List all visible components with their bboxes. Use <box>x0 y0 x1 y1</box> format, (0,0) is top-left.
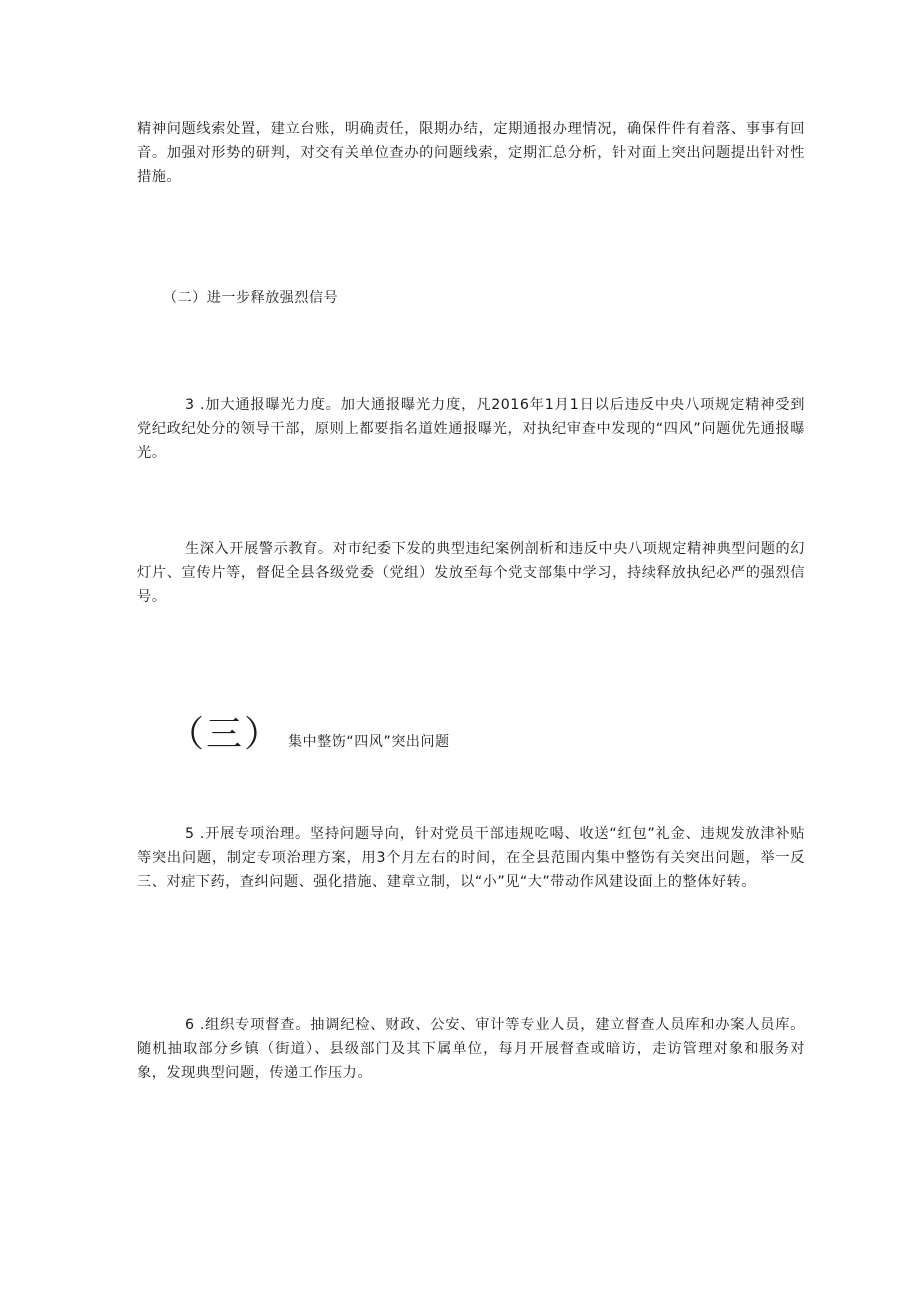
paragraph-item-4: 生深入开展警示教育。对市纪委下发的典型违纪案例剖析和违反中央八项规定精神典型问题的幻灯片、宣传片等，督促全县各级党委（党组）发放至每个党支部集中学习，持续释放执纪必严的强烈信号。 <box>137 541 805 605</box>
paragraph-item-6: 6 .组织专项督查。抽调纪检、财政、公安、审计等专业人员，建立督查人员库和办案人员库。随机抽取部分乡镇（街道）、县级部门及其下属单位，每月开展督查或暗访，走访管理对象和服务对象，发现典型问题，传递工作压力。 <box>137 1017 805 1081</box>
section-heading-2: （二）进一步释放强烈信号 <box>163 290 339 306</box>
paragraph-item-5: 5 .开展专项治理。坚持问题导向，针对党员干部违规吃喝、收送“红包”礼金、违规发放津补贴等突出问题，制定专项治理方案，用3个月左右的时间，在全县范围内集中整饬有关突出问题，举一反三、对症下药，查纠问题、强化措施、建章立制，以“小”见“大”带动作风建设面上的整体好转。 <box>137 826 805 890</box>
paragraph-item-3: 3 .加大通报曝光力度。加大通报曝光力度，凡2016年1月1日以后违反中央八项规定精神受到党纪政纪处分的领导干部，原则上都要指名道姓通报曝光，对执纪审查中发现的“四风”问题优先通报曝光。 <box>137 397 805 461</box>
section-heading-3-number: （三） <box>168 714 283 755</box>
section-heading-3 <box>168 713 450 757</box>
section-heading-3-text: 集中整饬“四风”突出问题 <box>288 734 450 750</box>
paragraph-clue-handling: 精神问题线索处置，建立台账，明确责任，限期办结，定期通报办理情况，确保件件有着落、事事有回音。加强对形势的研判，对交有关单位查办的问题线索，定期汇总分析，针对面上突出问题提出针对性措施。 <box>137 121 805 185</box>
